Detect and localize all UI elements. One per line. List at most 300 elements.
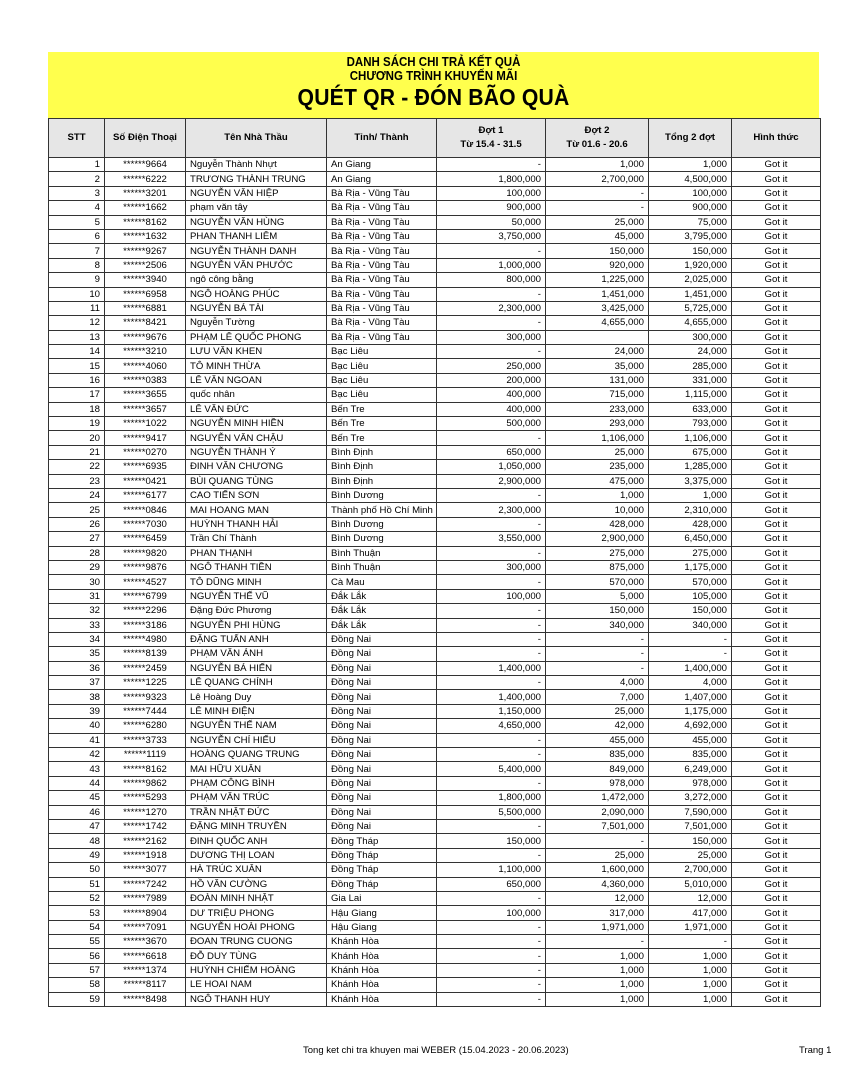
cell-method: Got it: [732, 863, 821, 877]
cell-province: Bình Thuận: [327, 560, 437, 574]
cell-method: Got it: [732, 992, 821, 1006]
cell-dot2: -: [546, 201, 649, 215]
cell-total: 455,000: [649, 733, 732, 747]
cell-dot1: 1,400,000: [437, 690, 546, 704]
cell-stt: 8: [49, 258, 105, 272]
cell-dot1: 800,000: [437, 273, 546, 287]
cell-method: Got it: [732, 532, 821, 546]
cell-dot1: -: [437, 949, 546, 963]
cell-stt: 12: [49, 316, 105, 330]
page-number: Trang 1: [799, 1045, 832, 1056]
cell-dot1: 100,000: [437, 589, 546, 603]
cell-dot1: 3,550,000: [437, 532, 546, 546]
cell-phone: ******2506: [105, 258, 186, 272]
cell-stt: 9: [49, 273, 105, 287]
table-row: [49, 661, 821, 675]
cell-stt: 24: [49, 488, 105, 502]
cell-phone: ******9862: [105, 776, 186, 790]
cell-phone: ******1225: [105, 676, 186, 690]
cell-method: Got it: [732, 301, 821, 315]
cell-stt: 52: [49, 891, 105, 905]
cell-dot1: -: [437, 647, 546, 661]
cell-dot2: 35,000: [546, 359, 649, 373]
cell-dot2: 24,000: [546, 345, 649, 359]
cell-province: Đồng Nai: [327, 676, 437, 690]
cell-dot2: 10,000: [546, 503, 649, 517]
cell-phone: ******2459: [105, 661, 186, 675]
cell-dot1: -: [437, 158, 546, 172]
cell-phone: ******1374: [105, 963, 186, 977]
program-title: QUÉT QR - ĐÓN BÃO QUÀ: [297, 84, 570, 110]
cell-name: DƯ TRIỆU PHONG: [186, 906, 327, 920]
cell-dot1: 100,000: [437, 186, 546, 200]
col-header-name: Tên Nhà Thầu: [186, 119, 327, 158]
cell-phone: ******8117: [105, 978, 186, 992]
cell-dot1: -: [437, 517, 546, 531]
cell-dot2: 25,000: [546, 704, 649, 718]
cell-dot2: 1,600,000: [546, 863, 649, 877]
cell-stt: 46: [49, 805, 105, 819]
cell-method: Got it: [732, 273, 821, 287]
dot2-title: Đợt 2: [584, 125, 610, 136]
col-header-phone: Số Điện Thoại: [105, 119, 186, 158]
cell-stt: 20: [49, 431, 105, 445]
cell-name: NGUYỄN PHI HÙNG: [186, 618, 327, 632]
table-row: [49, 474, 821, 488]
cell-province: Bạc Liêu: [327, 345, 437, 359]
cell-phone: ******9323: [105, 690, 186, 704]
cell-stt: 18: [49, 402, 105, 416]
cell-name: ĐOÀN MINH NHẬT: [186, 891, 327, 905]
cell-dot2: -: [546, 632, 649, 646]
cell-method: Got it: [732, 373, 821, 387]
cell-dot2: 5,000: [546, 589, 649, 603]
cell-stt: 53: [49, 906, 105, 920]
cell-dot2: [546, 330, 649, 344]
cell-phone: ******0270: [105, 445, 186, 459]
cell-province: Bà Rịa - Vũng Tàu: [327, 258, 437, 272]
cell-name: LƯU VĂN KHEN: [186, 345, 327, 359]
table-row: [49, 604, 821, 618]
cell-dot2: 42,000: [546, 719, 649, 733]
cell-dot2: 1,971,000: [546, 920, 649, 934]
cell-stt: 31: [49, 589, 105, 603]
cell-dot1: -: [437, 733, 546, 747]
cell-total: 100,000: [649, 186, 732, 200]
cell-phone: ******0383: [105, 373, 186, 387]
cell-dot2: 1,000: [546, 963, 649, 977]
cell-total: 150,000: [649, 834, 732, 848]
cell-phone: ******3940: [105, 273, 186, 287]
cell-phone: ******6177: [105, 488, 186, 502]
table-row: [49, 719, 821, 733]
col-header-dot1: [437, 119, 546, 158]
cell-method: Got it: [732, 474, 821, 488]
cell-dot2: -: [546, 935, 649, 949]
cell-total: 1,285,000: [649, 460, 732, 474]
cell-dot2: 150,000: [546, 244, 649, 258]
cell-stt: 27: [49, 532, 105, 546]
table-row: [49, 704, 821, 718]
table-row: [49, 762, 821, 776]
cell-method: Got it: [732, 618, 821, 632]
table-row: [49, 229, 821, 243]
table-row: [49, 906, 821, 920]
cell-phone: ******6881: [105, 301, 186, 315]
cell-province: Bình Dương: [327, 532, 437, 546]
cell-phone: ******3077: [105, 863, 186, 877]
table-row: [49, 244, 821, 258]
cell-province: Bình Định: [327, 474, 437, 488]
cell-stt: 21: [49, 445, 105, 459]
cell-dot1: -: [437, 287, 546, 301]
cell-method: Got it: [732, 935, 821, 949]
cell-method: Got it: [732, 287, 821, 301]
cell-dot1: -: [437, 935, 546, 949]
cell-dot2: 131,000: [546, 373, 649, 387]
table-row: [49, 949, 821, 963]
cell-dot2: 1,106,000: [546, 431, 649, 445]
cell-stt: 5: [49, 215, 105, 229]
cell-province: Khánh Hòa: [327, 949, 437, 963]
cell-total: 275,000: [649, 546, 732, 560]
cell-method: Got it: [732, 517, 821, 531]
cell-total: 5,010,000: [649, 877, 732, 891]
table-row: [49, 316, 821, 330]
table-row: [49, 172, 821, 186]
cell-dot1: 1,100,000: [437, 863, 546, 877]
cell-dot1: 2,900,000: [437, 474, 546, 488]
cell-phone: ******3733: [105, 733, 186, 747]
cell-province: Cà Mau: [327, 575, 437, 589]
cell-name: TÔ DŨNG MINH: [186, 575, 327, 589]
table-row: [49, 460, 821, 474]
cell-phone: ******8139: [105, 647, 186, 661]
cell-phone: ******6935: [105, 460, 186, 474]
table-row: [49, 589, 821, 603]
cell-total: 1,407,000: [649, 690, 732, 704]
cell-dot1: 200,000: [437, 373, 546, 387]
cell-total: 633,000: [649, 402, 732, 416]
cell-province: An Giang: [327, 158, 437, 172]
cell-stt: 40: [49, 719, 105, 733]
cell-dot2: 293,000: [546, 417, 649, 431]
cell-name: TRẦN NHẬT ĐỨC: [186, 805, 327, 819]
cell-name: phạm văn tây: [186, 201, 327, 215]
cell-phone: ******4527: [105, 575, 186, 589]
table-row: [49, 834, 821, 848]
cell-total: 150,000: [649, 244, 732, 258]
cell-dot2: 2,090,000: [546, 805, 649, 819]
cell-total: 1,106,000: [649, 431, 732, 445]
cell-total: 340,000: [649, 618, 732, 632]
cell-province: Bà Rịa - Vũng Tàu: [327, 301, 437, 315]
cell-total: 835,000: [649, 748, 732, 762]
cell-name: NGUYỄN VĂN PHƯỚC: [186, 258, 327, 272]
cell-province: Gia Lai: [327, 891, 437, 905]
cell-phone: ******6280: [105, 719, 186, 733]
cell-stt: 35: [49, 647, 105, 661]
cell-total: 1,175,000: [649, 560, 732, 574]
cell-stt: 42: [49, 748, 105, 762]
cell-phone: ******9417: [105, 431, 186, 445]
cell-dot1: -: [437, 676, 546, 690]
cell-province: Đồng Tháp: [327, 877, 437, 891]
cell-province: Đồng Tháp: [327, 863, 437, 877]
cell-total: 2,310,000: [649, 503, 732, 517]
cell-phone: ******8162: [105, 762, 186, 776]
cell-name: NGUYỄN VĂN HIỆP: [186, 186, 327, 200]
cell-method: Got it: [732, 258, 821, 272]
cell-total: 1,000: [649, 992, 732, 1006]
cell-method: Got it: [732, 719, 821, 733]
cell-name: DƯƠNG THỊ LOAN: [186, 848, 327, 862]
cell-province: Khánh Hòa: [327, 992, 437, 1006]
cell-total: 1,400,000: [649, 661, 732, 675]
cell-stt: 3: [49, 186, 105, 200]
table-row: [49, 863, 821, 877]
cell-dot1: -: [437, 316, 546, 330]
cell-name: HUỲNH CHIẾM HOÀNG: [186, 963, 327, 977]
cell-phone: ******3657: [105, 402, 186, 416]
title-line-1: DANH SÁCH CHI TRẢ KẾT QUẢ: [346, 55, 521, 69]
col-header-method: Hình thức: [732, 119, 821, 158]
table-row: [49, 273, 821, 287]
cell-name: Nguyễn Tường: [186, 316, 327, 330]
cell-province: Bến Tre: [327, 402, 437, 416]
cell-phone: ******8421: [105, 316, 186, 330]
cell-dot2: 12,000: [546, 891, 649, 905]
cell-total: 4,655,000: [649, 316, 732, 330]
cell-name: CAO TIẾN SƠN: [186, 488, 327, 502]
cell-name: NGÔ THANH TIỀN: [186, 560, 327, 574]
table-row: [49, 517, 821, 531]
cell-total: 978,000: [649, 776, 732, 790]
table-row: [49, 445, 821, 459]
cell-method: Got it: [732, 676, 821, 690]
cell-dot1: -: [437, 920, 546, 934]
cell-province: Đắk Lắk: [327, 589, 437, 603]
table-row: [49, 431, 821, 445]
cell-dot2: 455,000: [546, 733, 649, 747]
cell-dot2: 1,451,000: [546, 287, 649, 301]
cell-method: Got it: [732, 388, 821, 402]
cell-name: NGUYỄN VĂN CHẬU: [186, 431, 327, 445]
dot1-range: Từ 15.4 - 31.5: [460, 139, 522, 150]
cell-stt: 41: [49, 733, 105, 747]
cell-total: 300,000: [649, 330, 732, 344]
table-row: [49, 805, 821, 819]
cell-dot2: 7,000: [546, 690, 649, 704]
table-row: [49, 388, 821, 402]
cell-stt: 1: [49, 158, 105, 172]
cell-method: Got it: [732, 330, 821, 344]
cell-name: NGUYỄN BÁ TÀI: [186, 301, 327, 315]
cell-dot1: -: [437, 632, 546, 646]
table-row: [49, 373, 821, 387]
cell-name: TÔ MINH THỪA: [186, 359, 327, 373]
table-row: [49, 676, 821, 690]
cell-total: -: [649, 647, 732, 661]
cell-method: Got it: [732, 834, 821, 848]
cell-dot1: -: [437, 546, 546, 560]
cell-dot1: 5,500,000: [437, 805, 546, 819]
cell-dot1: -: [437, 992, 546, 1006]
cell-dot1: 150,000: [437, 834, 546, 848]
table-row: [49, 791, 821, 805]
footer-summary: Tong ket chi tra khuyen mai WEBER (15.04.2023 - 20.06.2023): [303, 1045, 569, 1056]
cell-method: Got it: [732, 172, 821, 186]
cell-method: Got it: [732, 978, 821, 992]
cell-province: Bình Dương: [327, 517, 437, 531]
cell-total: 1,000: [649, 963, 732, 977]
cell-province: Khánh Hòa: [327, 978, 437, 992]
cell-total: 4,692,000: [649, 719, 732, 733]
cell-province: Khánh Hòa: [327, 963, 437, 977]
cell-stt: 25: [49, 503, 105, 517]
cell-method: Got it: [732, 488, 821, 502]
cell-total: 4,000: [649, 676, 732, 690]
cell-phone: ******1662: [105, 201, 186, 215]
cell-name: NGUYỄN THẾ NAM: [186, 719, 327, 733]
cell-dot2: 920,000: [546, 258, 649, 272]
cell-dot2: 1,472,000: [546, 791, 649, 805]
cell-province: Bình Thuận: [327, 546, 437, 560]
cell-name: ngô công bằng: [186, 273, 327, 287]
cell-province: Đồng Tháp: [327, 848, 437, 862]
cell-dot2: 45,000: [546, 229, 649, 243]
cell-dot1: 650,000: [437, 877, 546, 891]
cell-stt: 58: [49, 978, 105, 992]
cell-name: PHAN THANH LIÊM: [186, 229, 327, 243]
cell-name: ĐẶNG TUẤN ANH: [186, 632, 327, 646]
cell-name: NGUYỄN BÁ HIẾN: [186, 661, 327, 675]
cell-name: NGÔ HOÀNG PHÚC: [186, 287, 327, 301]
cell-dot2: 25,000: [546, 445, 649, 459]
cell-method: Got it: [732, 546, 821, 560]
cell-stt: 22: [49, 460, 105, 474]
cell-phone: ******7091: [105, 920, 186, 934]
cell-province: Bến Tre: [327, 417, 437, 431]
table-row: [49, 417, 821, 431]
cell-province: Đồng Nai: [327, 748, 437, 762]
cell-dot1: -: [437, 618, 546, 632]
cell-phone: ******1022: [105, 417, 186, 431]
cell-dot2: 849,000: [546, 762, 649, 776]
cell-phone: ******9676: [105, 330, 186, 344]
cell-dot1: 400,000: [437, 402, 546, 416]
cell-total: 3,272,000: [649, 791, 732, 805]
cell-name: LÊ QUANG CHÍNH: [186, 676, 327, 690]
cell-name: ĐOAN TRUNG CUONG: [186, 935, 327, 949]
cell-dot1: 1,000,000: [437, 258, 546, 272]
cell-total: 4,500,000: [649, 172, 732, 186]
cell-phone: ******7989: [105, 891, 186, 905]
table-row: [49, 301, 821, 315]
cell-name: PHAN THẠNH: [186, 546, 327, 560]
cell-name: TRƯƠNG THÀNH TRUNG: [186, 172, 327, 186]
cell-stt: 57: [49, 963, 105, 977]
cell-method: Got it: [732, 791, 821, 805]
cell-method: Got it: [732, 762, 821, 776]
table-row: [49, 647, 821, 661]
cell-phone: ******0421: [105, 474, 186, 488]
cell-name: MAI HOANG MAN: [186, 503, 327, 517]
cell-total: 1,971,000: [649, 920, 732, 934]
cell-province: Đồng Nai: [327, 719, 437, 733]
cell-total: 331,000: [649, 373, 732, 387]
table-row: [49, 575, 821, 589]
cell-dot1: -: [437, 891, 546, 905]
cell-method: Got it: [732, 877, 821, 891]
cell-total: 3,795,000: [649, 229, 732, 243]
table-row: [49, 935, 821, 949]
cell-total: 24,000: [649, 345, 732, 359]
cell-name: LÊ VĂN NGOAN: [186, 373, 327, 387]
cell-province: An Giang: [327, 172, 437, 186]
cell-total: -: [649, 935, 732, 949]
cell-dot1: 400,000: [437, 388, 546, 402]
table-row: [49, 359, 821, 373]
cell-dot2: 1,000: [546, 488, 649, 502]
cell-province: Bà Rịa - Vũng Tàu: [327, 316, 437, 330]
cell-method: Got it: [732, 819, 821, 833]
cell-phone: ******7030: [105, 517, 186, 531]
cell-total: 1,175,000: [649, 704, 732, 718]
cell-method: Got it: [732, 963, 821, 977]
cell-method: Got it: [732, 949, 821, 963]
cell-dot2: 3,425,000: [546, 301, 649, 315]
table-row: [49, 201, 821, 215]
cell-phone: ******1918: [105, 848, 186, 862]
cell-total: 150,000: [649, 604, 732, 618]
cell-stt: 37: [49, 676, 105, 690]
cell-dot2: 428,000: [546, 517, 649, 531]
cell-total: 1,000: [649, 949, 732, 963]
cell-dot1: -: [437, 488, 546, 502]
cell-dot2: 1,000: [546, 992, 649, 1006]
cell-province: Đắk Lắk: [327, 618, 437, 632]
cell-province: Đồng Nai: [327, 632, 437, 646]
table-row: [49, 618, 821, 632]
table-row: [49, 560, 821, 574]
cell-dot2: 150,000: [546, 604, 649, 618]
cell-name: ĐINH QUỐC ANH: [186, 834, 327, 848]
cell-dot1: -: [437, 776, 546, 790]
cell-method: Got it: [732, 229, 821, 243]
cell-total: 1,115,000: [649, 388, 732, 402]
cell-stt: 34: [49, 632, 105, 646]
cell-dot2: -: [546, 647, 649, 661]
cell-total: 1,451,000: [649, 287, 732, 301]
dot2-range: Từ 01.6 - 20.6: [566, 139, 628, 150]
cell-stt: 32: [49, 604, 105, 618]
cell-method: Got it: [732, 560, 821, 574]
cell-name: PHẠM VĂN TRÚC: [186, 791, 327, 805]
table-row: [49, 848, 821, 862]
cell-dot2: -: [546, 186, 649, 200]
cell-method: Got it: [732, 776, 821, 790]
cell-name: NGUYỄN THÀNH DANH: [186, 244, 327, 258]
cell-phone: ******6618: [105, 949, 186, 963]
cell-province: Bà Rịa - Vũng Tàu: [327, 287, 437, 301]
cell-method: Got it: [732, 345, 821, 359]
cell-method: Got it: [732, 891, 821, 905]
cell-province: Đồng Nai: [327, 762, 437, 776]
cell-dot1: 500,000: [437, 417, 546, 431]
cell-total: 900,000: [649, 201, 732, 215]
table-row: [49, 748, 821, 762]
